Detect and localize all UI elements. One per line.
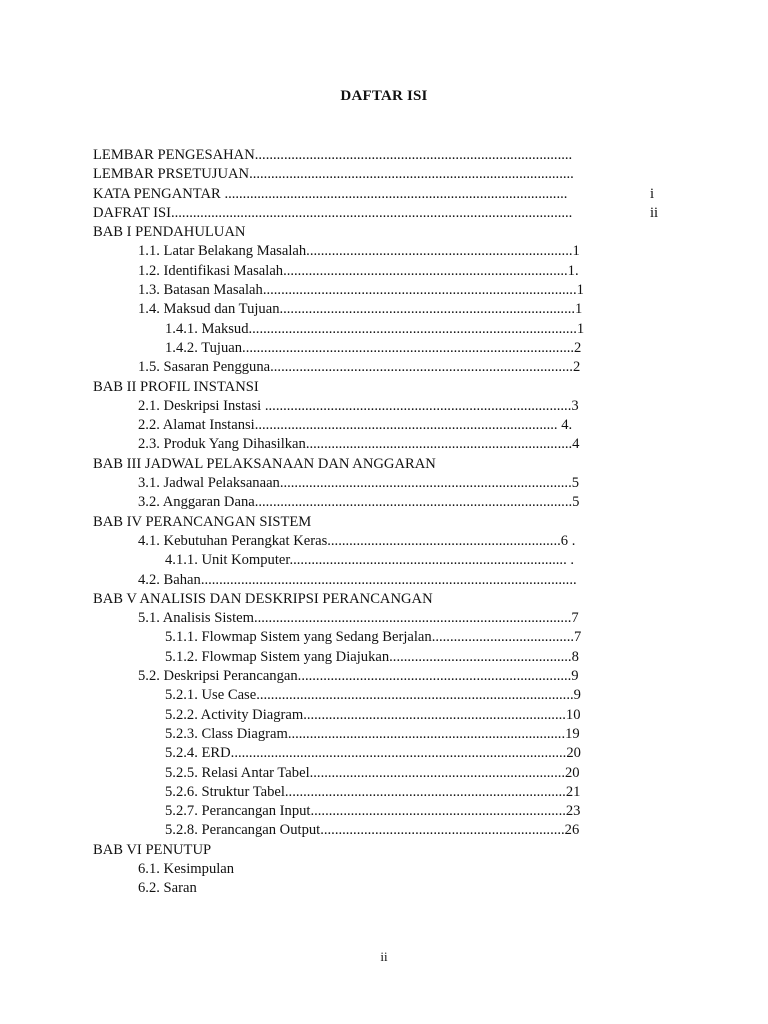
toc-entry-text: 5.2.4. ERD............................................................................................20: [165, 745, 581, 762]
toc-entry-text: DAFRAT ISI..............................................................................................................: [93, 204, 573, 221]
toc-entry-page: i: [650, 185, 655, 202]
toc-entry-text: 5.2.5. Relasi Antar Tabel......................................................................20: [165, 764, 580, 781]
toc-entry: [0, 860, 768, 879]
toc-entry-text: 5.2.8. Perancangan Output...................................................................26: [165, 822, 580, 839]
toc-entry-text: 6.1. Kesimpulan: [138, 860, 235, 877]
toc-entry-text: 4.1.1. Unit Komputer............................................................................ .: [165, 552, 575, 569]
toc-entry: [0, 416, 768, 435]
toc-entry: [0, 648, 768, 667]
toc-entry-text: 1.2. Identifikasi Masalah..............................................................................1.: [138, 262, 579, 279]
page-number: ii: [380, 949, 388, 964]
toc-entry: [0, 358, 768, 377]
toc-entry-text: BAB VI PENUTUP: [93, 841, 212, 858]
toc-entry-text: 5.2. Deskripsi Perancangan...........................................................................9: [138, 668, 579, 685]
toc-entry-text: 5.2.2. Activity Diagram........................................................................10: [165, 706, 581, 723]
toc-entry: [0, 821, 768, 840]
toc-entry-text: 3.1. Jadwal Pelaksanaan................................................................................5: [138, 475, 580, 492]
toc-entry: [0, 242, 768, 261]
toc-entry-text: BAB V ANALISIS DAN DESKRIPSI PERANCANGAN: [93, 590, 433, 607]
toc-entry: [0, 590, 768, 609]
toc-entry: [0, 435, 768, 454]
toc-entry-text: 4.2. Bahan.......................................................................................................: [138, 571, 577, 588]
toc-entry-text: 2.2. Alamat Instansi................................................................................... 4.: [138, 417, 573, 434]
toc-entry-text: KATA PENGANTAR ..............................................................................................: [93, 185, 568, 202]
toc-entry: [0, 686, 768, 705]
toc-entry: [0, 223, 768, 242]
toc-entry-text: LEMBAR PENGESAHAN.......................................................................................: [93, 147, 573, 163]
toc-entry: [0, 339, 768, 358]
toc-entry: [0, 397, 768, 416]
toc-entry: [0, 725, 768, 744]
page-title: DAFTAR ISI: [340, 88, 428, 104]
toc-entry: [0, 474, 768, 493]
toc-entry: [0, 165, 768, 184]
toc-entry-text: 2.1. Deskripsi Instasi ....................................................................................3: [138, 397, 579, 414]
toc-entry-text: BAB III JADWAL PELAKSANAAN DAN ANGGARAN: [93, 455, 436, 472]
toc-entry-text: 5.2.1. Use Case.......................................................................................9: [165, 687, 581, 704]
toc-entry-page: ii: [650, 204, 659, 221]
toc-entry: [0, 879, 768, 898]
toc-entry-text: 4.1. Kebutuhan Perangkat Keras................................................................6 .: [138, 532, 576, 549]
toc-entry-text: 1.3. Batasan Masalah......................................................................................1: [138, 282, 584, 299]
toc-entry: [0, 706, 768, 725]
toc-entry-text: BAB IV PERANCANGAN SISTEM: [93, 513, 312, 530]
toc-entry: [0, 802, 768, 821]
toc-entry-text: 5.1.2. Flowmap Sistem yang Diajukan..................................................8: [165, 648, 579, 665]
toc-entry-text: LEMBAR PRSETUJUAN.........................................................................................: [93, 166, 574, 183]
toc-entry-text: 5.2.6. Struktur Tabel.............................................................................21: [165, 783, 581, 800]
toc-entry-text: 1.1. Latar Belakang Masalah.........................................................................1: [138, 243, 580, 260]
toc-entry: [0, 300, 768, 319]
toc-entry: [0, 744, 768, 763]
toc-entry: [0, 204, 768, 223]
toc-entry: [0, 764, 768, 783]
toc-entry: [0, 783, 768, 802]
table-of-contents: [0, 146, 768, 899]
toc-entry: [0, 378, 768, 397]
toc-entry-text: BAB I PENDAHULUAN: [93, 224, 246, 241]
toc-entry: [0, 185, 768, 204]
toc-entry-text: 1.4. Maksud dan Tujuan.................................................................................1: [138, 301, 583, 318]
toc-entry-text: 6.2. Saran: [138, 880, 197, 897]
toc-entry: [0, 667, 768, 686]
toc-entry: [0, 551, 768, 570]
toc-entry: [0, 841, 768, 860]
toc-entry: [0, 513, 768, 532]
toc-entry: [0, 609, 768, 628]
toc-entry: [0, 628, 768, 647]
toc-entry-text: 5.1.1. Flowmap Sistem yang Sedang Berjalan.......................................7: [165, 629, 582, 646]
toc-entry-text: 5.2.3. Class Diagram............................................................................19: [165, 725, 580, 742]
toc-entry-text: 5.1. Analisis Sistem.......................................................................................7: [138, 610, 579, 627]
toc-entry: [0, 262, 768, 281]
toc-entry: [0, 493, 768, 512]
toc-entry: [0, 146, 768, 165]
toc-entry-text: 1.5. Sasaran Pengguna...................................................................................2: [138, 359, 581, 376]
toc-entry-text: 5.2.7. Perancangan Input......................................................................23: [165, 803, 581, 820]
toc-entry: [0, 281, 768, 300]
toc-entry-text: 1.4.1. Maksud..........................................................................................1: [165, 320, 585, 337]
toc-entry-text: 2.3. Produk Yang Dihasilkan.........................................................................4: [138, 436, 580, 453]
toc-entry: [0, 320, 768, 339]
toc-entry-text: 3.2. Anggaran Dana.......................................................................................5: [138, 494, 580, 511]
toc-entry: [0, 571, 768, 590]
toc-entry-text: BAB II PROFIL INSTANSI: [93, 378, 259, 395]
toc-entry: [0, 455, 768, 474]
toc-entry-text: 1.4.2. Tujuan...........................................................................................2: [165, 339, 582, 356]
toc-entry: [0, 532, 768, 551]
